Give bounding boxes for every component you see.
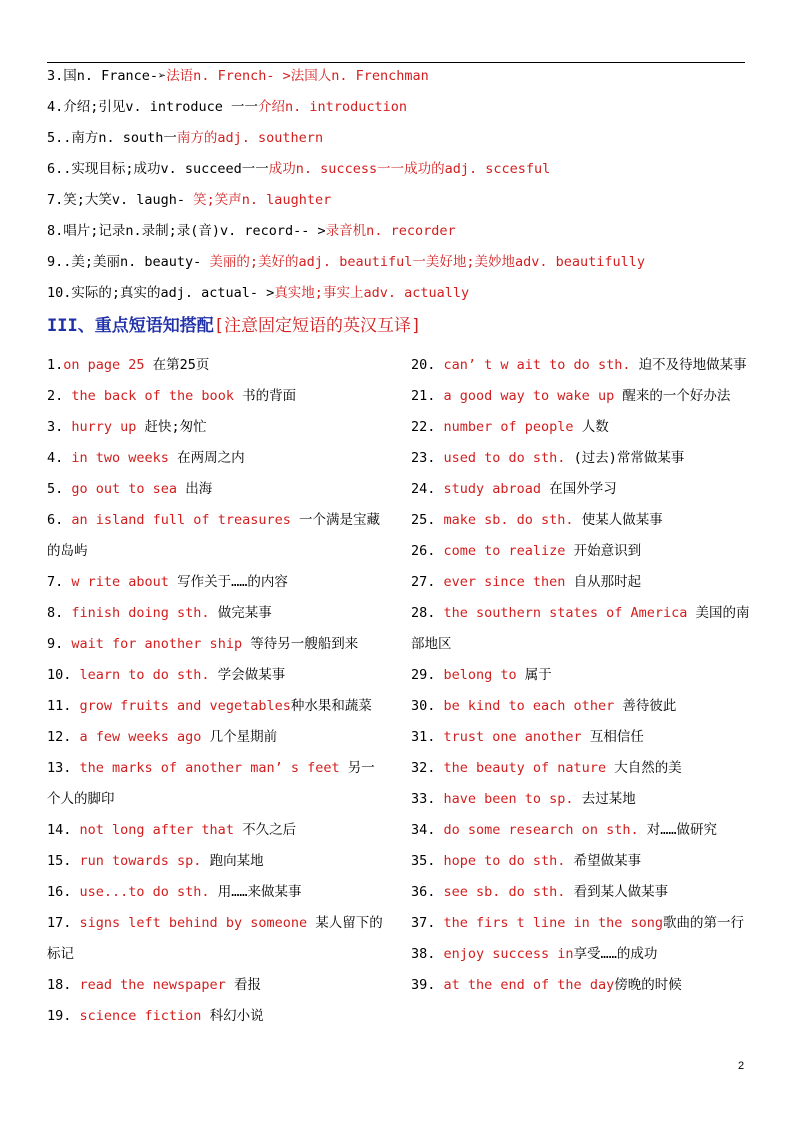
phrase-english: number of people: [443, 419, 574, 435]
phrase-english: learn to do sth.: [79, 667, 210, 683]
phrase-number: 15.: [47, 853, 80, 869]
phrase-english: belong to: [443, 667, 517, 683]
phrase-number: 33.: [411, 791, 444, 807]
phrase-chinese: 迫不及待地做某事: [630, 357, 747, 373]
phrase-chinese: 赶快;匆忙: [136, 419, 207, 435]
phrase-english: do some research on sth.: [443, 822, 639, 838]
vocab-derived: 笑;笑声n. laughter: [193, 192, 332, 208]
phrase-chinese: 美国的南部地区: [411, 605, 750, 652]
phrase-number: 31.: [411, 729, 444, 745]
phrase-chinese: 看报: [225, 977, 261, 993]
phrase-item: [47, 474, 387, 505]
vocab-line: [47, 190, 331, 210]
phrase-number: 2.: [47, 388, 72, 404]
phrase-item: [411, 381, 751, 412]
phrase-item: [47, 598, 387, 629]
phrase-chinese: 在国外学习: [541, 481, 617, 497]
vocab-line: [47, 283, 469, 303]
phrase-chinese: (过去)常常做某事: [565, 450, 685, 466]
phrase-number: 3.: [47, 419, 72, 435]
phrase-chinese: 在两周之内: [168, 450, 245, 466]
phrase-item: [47, 722, 387, 753]
phrase-item: [47, 660, 387, 691]
vocab-derived: 录音机n. recorder: [325, 223, 456, 239]
phrase-english: the firs t line in the song: [443, 915, 663, 931]
phrase-english: signs left behind by someone: [79, 915, 308, 931]
phrase-chinese: 几个星期前: [201, 729, 278, 745]
phrase-chinese: 另一个人的脚印: [47, 760, 375, 807]
phrase-number: 12.: [47, 729, 80, 745]
phrase-chinese: 书的背面: [233, 388, 297, 404]
vocab-derived: 介绍n. introduction: [258, 99, 407, 115]
phrase-number: 34.: [411, 822, 444, 838]
phrase-chinese: 某人留下的标记: [47, 915, 383, 962]
vocab-prefix: 5..南方n. south一: [47, 130, 177, 146]
vocab-prefix: 8.唱片;记录n.录制;录(音)v. record-- >: [47, 223, 326, 239]
phrase-number: 25.: [411, 512, 444, 528]
phrase-number: 9.: [47, 636, 72, 652]
phrase-number: 23.: [411, 450, 444, 466]
phrase-item: [411, 784, 751, 815]
phrase-number: 14.: [47, 822, 80, 838]
phrase-item: [411, 815, 751, 846]
phrase-item: [47, 970, 387, 1001]
phrase-number: 19.: [47, 1008, 80, 1024]
phrase-english: science fiction: [79, 1008, 202, 1024]
phrase-english: go out to sea: [71, 481, 178, 497]
phrase-number: 4.: [47, 450, 72, 466]
phrase-number: 37.: [411, 915, 444, 931]
phrase-chinese: 科幻小说: [201, 1008, 264, 1024]
phrase-item: [411, 908, 751, 939]
phrase-number: 20.: [411, 357, 444, 373]
phrase-item: [47, 877, 387, 908]
phrase-english: the marks of another man’ s feet: [79, 760, 340, 776]
vocab-line: [47, 252, 645, 272]
phrase-item: [47, 691, 387, 722]
phrase-chinese: 等待另一艘船到来: [242, 636, 359, 652]
phrase-chinese: 傍晚的时候: [614, 977, 682, 993]
vocab-line: [47, 159, 550, 179]
phrase-english: the southern states of America: [443, 605, 688, 621]
phrase-number: 17.: [47, 915, 80, 931]
phrase-english: the beauty of nature: [443, 760, 607, 776]
vocab-derived: 南方的adj. southern: [176, 130, 324, 146]
phrase-item: [411, 567, 751, 598]
phrase-chinese: 写作关于……的内容: [168, 574, 288, 590]
phrase-english: wait for another ship: [71, 636, 243, 652]
phrase-number: 24.: [411, 481, 444, 497]
phrase-chinese: 大自然的美: [606, 760, 682, 776]
phrase-number: 39.: [411, 977, 444, 993]
phrase-item: [47, 443, 387, 474]
phrase-number: 13.: [47, 760, 80, 776]
phrase-item: [411, 474, 751, 505]
page-number: 2: [738, 1060, 745, 1072]
phrase-english: a good way to wake up: [443, 388, 615, 404]
phrase-chinese: 希望做某事: [565, 853, 642, 869]
phrase-item: [47, 908, 387, 970]
header-rule: [47, 62, 745, 63]
phrase-number: 35.: [411, 853, 444, 869]
phrase-number: 11.: [47, 698, 80, 714]
phrase-number: 16.: [47, 884, 80, 900]
phrase-english: see sb. do sth.: [443, 884, 566, 900]
phrase-chinese: 出海: [177, 481, 213, 497]
vocab-line: [47, 128, 323, 148]
section-title: [47, 314, 421, 338]
phrase-english: w rite about: [71, 574, 169, 590]
phrase-item: [411, 846, 751, 877]
phrase-item: [47, 815, 387, 846]
phrase-chinese: 不久之后: [233, 822, 297, 838]
vocab-derived: 成功n. success一一成功的adj. sccesful: [268, 161, 551, 177]
phrase-chinese: 善待彼此: [614, 698, 677, 714]
phrase-chinese: 醒来的一个好办法: [614, 388, 731, 404]
phrase-chinese: 做完某事: [209, 605, 272, 621]
vocab-line: [47, 221, 456, 241]
vocab-prefix: 3.国n. France-: [47, 68, 159, 84]
phrase-english: a few weeks ago: [79, 729, 202, 745]
phrase-english: in two weeks: [71, 450, 169, 466]
vocab-prefix: 7.笑;大笑v. laugh-: [47, 192, 194, 208]
section-note: [注意固定短语的英汉互译]: [213, 316, 422, 336]
phrase-chinese: 开始意识到: [565, 543, 642, 559]
phrase-chinese: 自从那时起: [565, 574, 642, 590]
phrase-english: grow fruits and vegetables: [79, 698, 291, 714]
vocab-prefix: 6..实现目标;成功v. succeed一一: [47, 161, 269, 177]
phrase-chinese: 互相信任: [581, 729, 644, 745]
phrase-english: hope to do sth.: [443, 853, 566, 869]
phrase-english: on page 25: [63, 357, 145, 373]
section-heading: III、重点短语知搭配: [47, 316, 214, 336]
phrase-english: make sb. do sth.: [443, 512, 574, 528]
phrase-number: 7.: [47, 574, 72, 590]
arrow-icon: ➢: [158, 68, 167, 84]
vocab-derived: 法语n. French- >法国人n. Frenchman: [166, 68, 429, 84]
phrase-number: 36.: [411, 884, 444, 900]
vocab-derived: 美丽的;美好的adj. beautiful一美好地;美妙地adv. beautifully: [209, 254, 646, 270]
phrase-chinese: 属于: [516, 667, 552, 683]
phrase-item: [47, 567, 387, 598]
vocab-prefix: 9..美;美丽n. beauty-: [47, 254, 210, 270]
phrase-number: 27.: [411, 574, 444, 590]
vocab-line: [47, 97, 407, 117]
phrase-number: 32.: [411, 760, 444, 776]
phrase-english: read the newspaper: [79, 977, 226, 993]
phrase-item: [47, 350, 387, 381]
phrase-number: 6.: [47, 512, 72, 528]
vocab-line: [47, 66, 429, 86]
phrase-chinese: 跑向某地: [201, 853, 264, 869]
phrase-number: 26.: [411, 543, 444, 559]
phrase-english: study abroad: [443, 481, 542, 497]
phrase-item: [411, 691, 751, 722]
phrase-item: [47, 629, 387, 660]
phrase-item: [411, 877, 751, 908]
phrase-item: [47, 412, 387, 443]
phrase-english: come to realize: [443, 543, 566, 559]
phrase-english: hurry up: [71, 419, 137, 435]
phrase-item: [411, 753, 751, 784]
phrase-chinese: 歌曲的第一行: [662, 915, 744, 931]
phrase-english: used to do sth.: [443, 450, 566, 466]
phrase-english: run towards sp.: [79, 853, 202, 869]
phrase-item: [47, 1001, 387, 1032]
phrase-number: 18.: [47, 977, 80, 993]
phrase-item: [47, 505, 387, 567]
phrase-chinese: 种水果和蔬菜: [290, 698, 372, 714]
phrase-chinese: 享受……的成功: [573, 946, 658, 962]
phrase-number: 8.: [47, 605, 72, 621]
phrase-chinese: 看到某人做某事: [565, 884, 669, 900]
phrase-english: ever since then: [443, 574, 566, 590]
phrase-english: enjoy success in: [443, 946, 574, 962]
phrase-chinese: 对……做研究: [638, 822, 717, 838]
phrase-number: 10.: [47, 667, 80, 683]
phrase-number: 30.: [411, 698, 444, 714]
phrase-item: [411, 598, 751, 660]
phrase-chinese: 一个满是宝藏的岛屿: [47, 512, 380, 559]
phrase-item: [411, 350, 751, 381]
phrase-english: be kind to each other: [443, 698, 615, 714]
phrase-number: 38.: [411, 946, 444, 962]
vocab-prefix: 10.实际的;真实的adj. actual- >: [47, 285, 275, 301]
phrase-chinese: 在第25页: [144, 357, 210, 373]
phrase-english: trust one another: [443, 729, 582, 745]
phrase-english: can’ t w ait to do sth.: [443, 357, 631, 373]
phrase-item: [47, 753, 387, 815]
phrase-english: have been to sp.: [443, 791, 574, 807]
phrase-chinese: 使某人做某事: [573, 512, 663, 528]
phrase-number: 5.: [47, 481, 72, 497]
phrase-item: [411, 722, 751, 753]
phrase-item: [411, 536, 751, 567]
phrase-chinese: 去过某地: [573, 791, 636, 807]
phrase-english: at the end of the day: [443, 977, 615, 993]
phrase-chinese: 学会做某事: [209, 667, 286, 683]
phrase-item: [411, 505, 751, 536]
phrase-english: not long after that: [79, 822, 234, 838]
phrase-item: [411, 939, 751, 970]
phrase-column-left: [47, 350, 387, 1032]
phrase-number: 29.: [411, 667, 444, 683]
phrase-number: 1.: [47, 357, 64, 373]
vocab-derived: 真实地;事实上adv. actually: [274, 285, 470, 301]
phrase-number: 21.: [411, 388, 444, 404]
phrase-item: [411, 660, 751, 691]
phrase-english: finish doing sth.: [71, 605, 210, 621]
phrase-item: [411, 970, 751, 1001]
phrase-english: use...to do sth.: [79, 884, 210, 900]
phrase-english: an island full of treasures: [71, 512, 291, 528]
phrase-chinese: 用……来做某事: [209, 884, 302, 900]
phrase-item: [47, 846, 387, 877]
vocab-prefix: 4.介绍;引见v. introduce 一一: [47, 99, 259, 115]
phrase-item: [411, 443, 751, 474]
phrase-english: the back of the book: [71, 388, 234, 404]
phrase-number: 22.: [411, 419, 444, 435]
phrase-item: [47, 381, 387, 412]
phrase-item: [411, 412, 751, 443]
phrase-chinese: 人数: [573, 419, 609, 435]
phrase-number: 28.: [411, 605, 444, 621]
phrase-column-right: [411, 350, 751, 1001]
